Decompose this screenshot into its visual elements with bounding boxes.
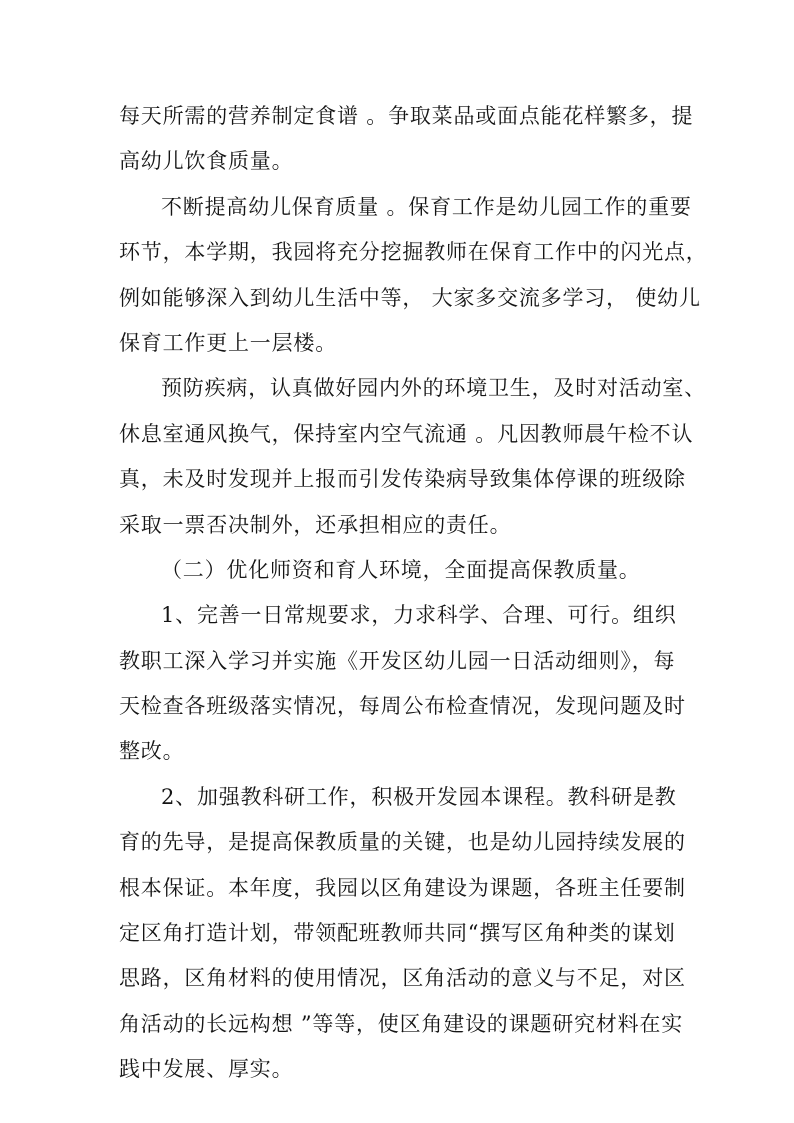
text-line: 采取一票否决制外，还承担相应的责任。 [119,512,512,537]
document-body [119,94,708,1093]
text-line: 根本保证。本年度，我园以区角建设为课题，各班主任要制 [119,875,686,900]
text-line: 1、完善一日常规要求，力求科学、合理、可行。组织 [161,603,677,628]
text-line: 高幼儿饮食质量。 [119,149,294,174]
section-heading: （二）优化师资和育人环境，全面提高保教质量。 [161,557,641,582]
text-line: 环节，本学期，我园将充分挖掘教师在保育工作中的闪光点， [119,240,708,265]
text-line: 定区角打造计划，带领配班教师共同“撰写区角种类的谋划 [119,921,676,946]
text-line: 天检查各班级落实情况，每周公布检查情况，发现问题及时 [119,694,686,719]
text-line: 教职工深入学习并实施《开发区幼儿园一日活动细则》，每 [119,648,676,673]
text-line: 预防疾病，认真做好园内外的环境卫生，及时对活动室、 [161,376,706,401]
text-line: 不断提高幼儿保育质量 。保育工作是幼儿园工作的重要 [161,194,692,219]
text-line: 每天所需的营养制定食谱 。争取菜品或面点能花样繁多，提 [119,104,694,128]
text-line: 保育工作更上一层楼。 [119,330,337,355]
text-line: 真，未及时发现并上报而引发传染病导致集体停课的班级除 [119,467,686,492]
text-line: 2、加强教科研工作，积极开发园本课程。教科研是教 [161,784,677,809]
text-line: 整改。 [119,739,185,764]
text-line: 践中发展、厚实。 [119,1057,294,1082]
text-line: 例如能够深入到幼儿生活中等， 大家多交流多学习， 使幼儿 [119,285,701,310]
text-line: 思路，区角材料的使用情况，区角活动的意义与不足，对区 [119,966,686,991]
text-line: 育的先导，是提高保教质量的关键，也是幼儿园持续发展的 [119,830,686,855]
text-line: 休息室通风换气，保持室内空气流通 。凡因教师晨午检不认 [119,421,694,446]
text-line: 角活动的长远构想 ”等等，使区角建设的课题研究材料在实 [119,1011,684,1036]
